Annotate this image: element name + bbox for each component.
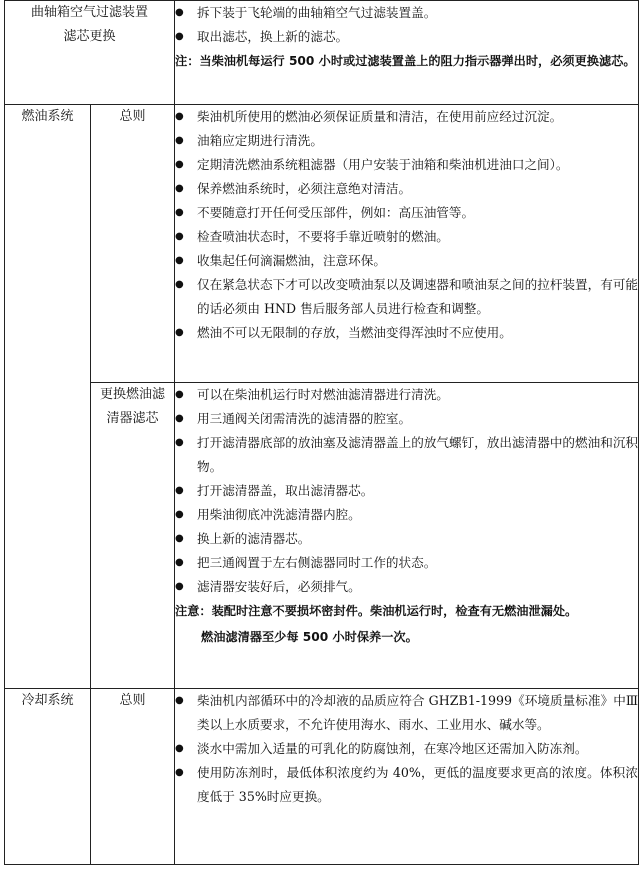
- list-item: [175, 551, 638, 575]
- item-text: 把三通阀置于左右侧滤器同时工作的状态。: [197, 555, 437, 570]
- category-label: 冷却系统: [21, 693, 74, 708]
- note-text: 燃油滤清器至少每 500 小时保养一次。: [201, 630, 418, 644]
- bullet-icon: ●: [175, 255, 184, 266]
- bullet-icon: ●: [175, 389, 184, 400]
- bullet-icon: ●: [175, 767, 184, 778]
- bullet-icon: ●: [175, 207, 184, 218]
- list-item: [175, 25, 638, 49]
- row-cooling-general: [5, 689, 639, 865]
- item-text: 打开滤清器底部的放油塞及滤清器盖上的放气螺钉，放出滤清器中的燃油和沉积物。: [197, 435, 639, 474]
- bullet-icon: ●: [175, 413, 184, 424]
- item-text: 可以在柴油机运行时对燃油滤清器进行清洗。: [197, 387, 449, 402]
- subcategory-fuel-filter: [91, 383, 175, 689]
- category-crankcase-filter: [5, 1, 175, 105]
- list-item: [175, 575, 638, 599]
- item-text: 淡水中需加入适量的可乳化的防腐蚀剂，在寒冷地区还需加入防冻剂。: [197, 741, 588, 756]
- item-text: 柴油机内部循环中的冷却液的品质应符合 GHZB1-1999《环境质量标准》中Ⅲ类以上水质要求，不允许使用海水、雨水、工业用水、碱水等。: [197, 693, 639, 732]
- note-text: 注：当柴油机每运行 500 小时或过滤装置盖上的阻力指示器弹出时，必须更换滤芯。: [175, 54, 636, 68]
- list-item: [175, 737, 638, 761]
- bullet-icon: ●: [175, 111, 184, 122]
- list-item: [175, 249, 638, 273]
- list-item: [175, 383, 638, 407]
- content-fuel-filter: [175, 383, 639, 689]
- bullet-icon: ●: [175, 485, 184, 496]
- item-text: 取出滤芯，换上新的滤芯。: [197, 29, 349, 44]
- item-text: 燃油不可以无限制的存放，当燃油变得浑浊时不应使用。: [197, 325, 512, 340]
- category-cooling-system: [5, 689, 91, 865]
- row-fuel-filter: [5, 383, 639, 689]
- list-item: [175, 527, 638, 551]
- list-item: [175, 225, 638, 249]
- list-item: [175, 105, 638, 129]
- list-item: [175, 479, 638, 503]
- item-text: 收集起任何滴漏燃油，注意环保。: [197, 253, 386, 268]
- item-text: 油箱应定期进行清洗。: [197, 133, 323, 148]
- category-label: 燃油系统: [21, 109, 74, 124]
- content-crankcase-filter: [175, 1, 639, 105]
- list-item: [175, 1, 638, 25]
- item-text: 检查喷油状态时，不要将手靠近喷射的燃油。: [197, 229, 449, 244]
- list-item: [175, 177, 638, 201]
- content-cooling-general: [175, 689, 639, 865]
- subcategory-label: 总则: [119, 109, 146, 124]
- subcategory-label: 总则: [119, 693, 146, 708]
- bullet-icon: ●: [175, 509, 184, 520]
- row-crankcase-filter: [5, 1, 639, 105]
- row-fuel-general: [5, 105, 639, 383]
- list-item: [175, 503, 638, 527]
- bullet-icon: ●: [175, 743, 184, 754]
- item-text: 仅在紧急状态下才可以改变喷油泵以及调速器和喷油泵之间的拉杆装置，有可能的话必须由 HND 售后服务部人员进行检查和调整。: [197, 277, 639, 316]
- category-label: 曲轴箱空气过滤装置滤芯更换: [31, 5, 149, 44]
- item-text: 用三通阀关闭需清洗的滤清器的腔室。: [197, 411, 412, 426]
- bullet-icon: ●: [175, 31, 184, 42]
- bullet-icon: ●: [175, 581, 184, 592]
- list-item: [175, 431, 638, 479]
- category-fuel-system: [5, 105, 91, 689]
- bullet-icon: ●: [175, 327, 184, 338]
- item-text: 换上新的滤清器芯。: [197, 531, 311, 546]
- bullet-icon: ●: [175, 437, 184, 448]
- list-item: [175, 407, 638, 431]
- list-item: [175, 689, 638, 737]
- item-text: 柴油机所使用的燃油必须保证质量和清洁，在使用前应经过沉淀。: [197, 109, 563, 124]
- item-text: 保养燃油系统时，必须注意绝对清洁。: [197, 181, 412, 196]
- bullet-icon: ●: [175, 159, 184, 170]
- list-item: [175, 761, 638, 809]
- subcategory-cooling-general: [91, 689, 175, 865]
- item-text: 使用防冻剂时，最低体积浓度约为 40%，更低的温度要求更高的浓度。体积浓度低于 35%时应更换。: [197, 765, 639, 804]
- bullet-icon: ●: [175, 231, 184, 242]
- list-item: [175, 153, 638, 177]
- bullet-icon: ●: [175, 279, 184, 290]
- bullet-icon: ●: [175, 135, 184, 146]
- item-text: 拆下装于飞轮端的曲轴箱空气过滤装置盖。: [197, 5, 437, 20]
- item-text: 滤清器安装好后，必须排气。: [197, 579, 361, 594]
- item-text: 打开滤清器盖，取出滤清器芯。: [197, 483, 374, 498]
- subcategory-fuel-general: [91, 105, 175, 383]
- bullet-icon: ●: [175, 533, 184, 544]
- note-text: 注意：装配时注意不要损坏密封件。柴油机运行时，检查有无燃油泄漏处。: [175, 604, 578, 618]
- bullet-icon: ●: [175, 7, 184, 18]
- subcategory-label: 更换燃油滤清器滤芯: [100, 387, 166, 426]
- item-text: 不要随意打开任何受压部件，例如：高压油管等。: [197, 205, 475, 220]
- item-text: 定期清洗燃油系统粗滤器（用户安装于油箱和柴油机进油口之间）。: [197, 157, 569, 172]
- bullet-icon: ●: [175, 183, 184, 194]
- item-text: 用柴油彻底冲洗滤清器内腔。: [197, 507, 361, 522]
- list-item: [175, 129, 638, 153]
- bullet-icon: ●: [175, 557, 184, 568]
- content-fuel-general: [175, 105, 639, 383]
- list-item: [175, 273, 638, 321]
- maintenance-table: [4, 0, 639, 865]
- list-item: [175, 201, 638, 225]
- list-item: [175, 321, 638, 345]
- bullet-icon: ●: [175, 695, 184, 706]
